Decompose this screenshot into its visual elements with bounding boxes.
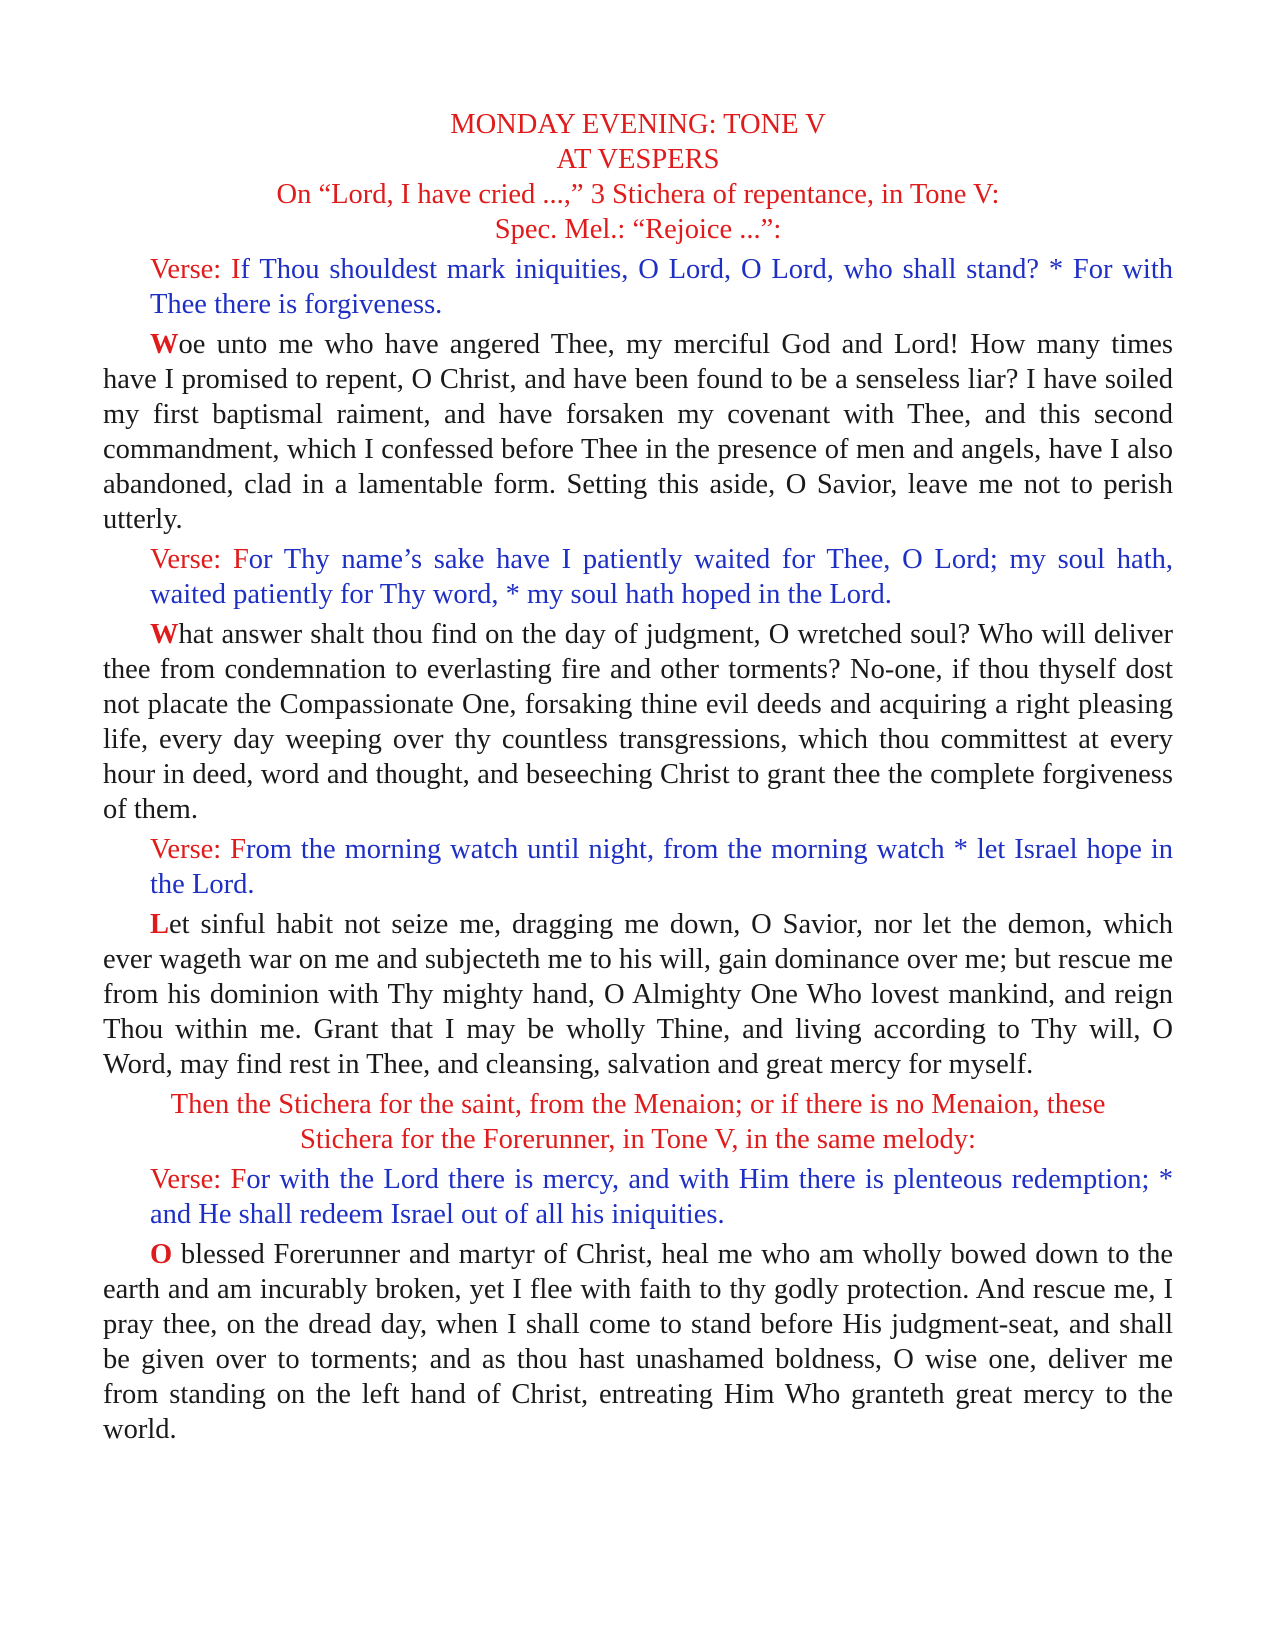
title-line-2: AT VESPERS [556,144,720,175]
verse-2 [150,542,1173,612]
verse-1 [150,252,1173,322]
verse-label: Verse: [150,254,232,285]
sticheron-2 [103,617,1173,827]
initial-letter: W [150,329,179,360]
verse-label: Verse: [150,544,233,575]
rubric-line-special-melody: Spec. Mel.: “Rejoice ...”: [494,214,782,245]
sticheron-text: oe unto me who have angered Thee, my merciful God and Lord! How many times have I promised to repent, O Christ, and have been found to be a senseless liar? I have soiled my first baptismal raiment, and have forsaken my covenant with Thee, and this second commandment, which I confessed before Thee in the presence of men and angels, have I also abandoned, clad in a lamentable form. Setting this aside, O Savior, leave me not to perish utterly. [103,329,1173,535]
rubric-line-2: Stichera for the Forerunner, in Tone V, in the same melody: [300,1124,976,1155]
sticheron-3 [103,907,1173,1082]
sticheron-1 [103,327,1173,537]
verse-text: or with the Lord there is mercy, and with Him there is plenteous redemption; * and He shall redeem Israel out of all his iniquities. [150,1164,1173,1230]
initial-letter: W [150,619,179,650]
verse-initial: F [230,1164,247,1195]
rubric-line-lord-i-have-cried: On “Lord, I have cried ...,” 3 Stichera of repentance, in Tone V: [276,179,1000,210]
verse-4 [150,1162,1173,1232]
rubric-forerunner [103,1087,1173,1157]
verse-initial: I [231,254,241,285]
rubric-line-1: Then the Stichera for the saint, from the Menaion; or if there is no Menaion, these [170,1089,1106,1120]
verse-3 [150,832,1173,902]
initial-letter: L [150,909,170,940]
verse-initial: F [232,544,249,575]
sticheron-4 [103,1237,1173,1447]
verse-initial: F [230,834,247,865]
sticheron-text: et sinful habit not seize me, dragging me down, O Savior, nor let the demon, which ever wageth war on me and subjecteth me to his will, gain dominance over me; but rescue me from his dominion with Thy mighty hand, O Almighty One Who lovest mankind, and reign Thou within me. Grant that I may be wholly Thine, and living according to Thy will, O Word, may find rest in Thee, and cleansing, salvation and great mercy for myself. [103,909,1173,1080]
sticheron-text: blessed Forerunner and martyr of Christ, heal me who am wholly bowed down to the earth and am incurably broken, yet I flee with faith to thy godly protection. And rescue me, I pray thee, on the dread day, when I shall come to stand before His judgment-seat, and shall be given over to torments; and as thou hast unashamed boldness, O wise one, deliver me from standing on the left hand of Christ, entreating Him Who granteth great mercy to the world. [103,1239,1173,1445]
page [103,107,1173,1452]
verse-label: Verse: [150,834,231,865]
verse-label: Verse: [150,1164,231,1195]
initial-letter: O [150,1239,173,1270]
verse-text: or Thy name’s sake have I patiently waited for Thee, O Lord; my soul hath, waited patiently for Thy word, * my soul hath hoped in the Lord. [150,544,1173,610]
title-line-1: MONDAY EVENING: TONE V [450,109,826,140]
verse-text: f Thou shouldest mark iniquities, O Lord, O Lord, who shall stand? * For with Thee there is forgiveness. [150,254,1173,320]
heading [103,107,1173,247]
verse-text: rom the morning watch until night, from the morning watch * let Israel hope in the Lord. [150,834,1173,900]
sticheron-text: hat answer shalt thou find on the day of judgment, O wretched soul? Who will deliver thee from condemnation to everlasting fire and other torments? No-one, if thou thyself dost not placate the Compassionate One, forsaking thine evil deeds and acquiring a right pleasing life, every day weeping over thy countless transgressions, which thou committest at every hour in deed, word and thought, and beseeching Christ to grant thee the complete forgiveness of them. [103,619,1173,825]
